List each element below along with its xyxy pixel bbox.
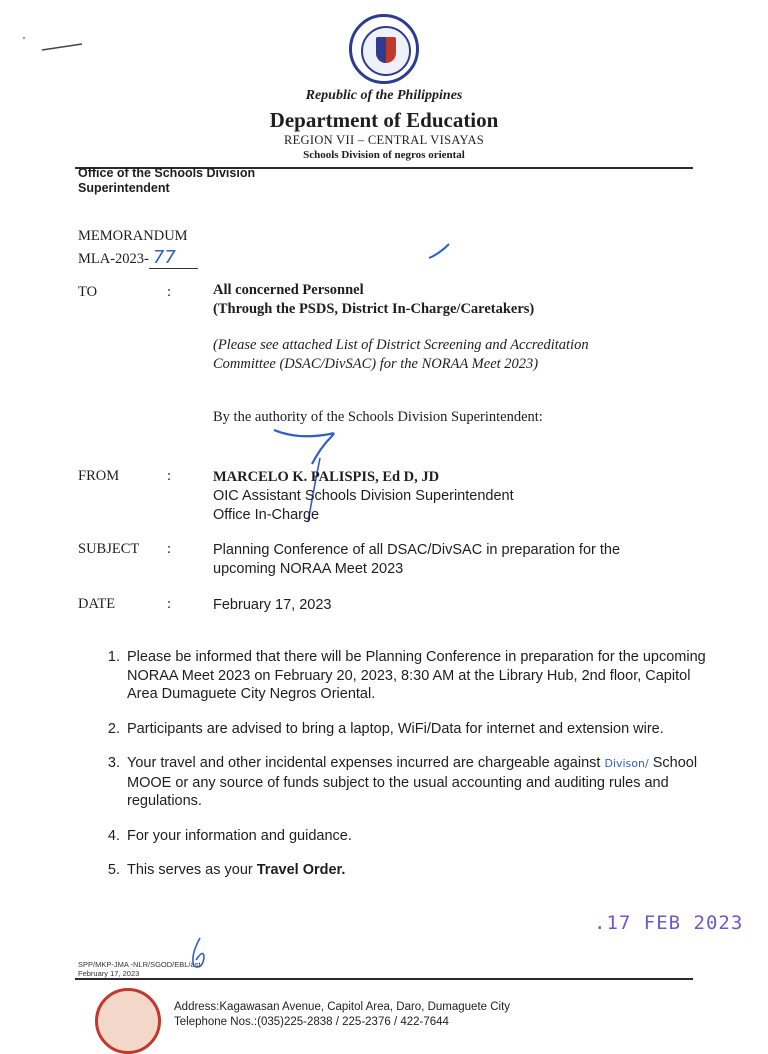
list-item: 4. For your information and guidance. — [124, 827, 724, 846]
footer-address: Address:Kagawasan Avenue, Capitol Area, Daro, Dumaguete City — [174, 1001, 511, 1013]
region-heading: REGION VII – CENTRAL VISAYAS — [283, 133, 485, 147]
footer-divider — [75, 978, 693, 980]
list-item: 1. Please be informed that there will be Planning Conference in preparation for the upcoming NORAA Meet 2023 on February 20, 2023, 8:30 AM at the Library Hub, 2nd floor, Capitol Area Dumaguete City Negros Oriental. — [124, 648, 724, 704]
division-heading: Schools Division of negros oriental — [303, 149, 465, 161]
subject-line-2: upcoming NORAA Meet 2023 — [213, 561, 404, 577]
division-logo — [95, 988, 161, 1054]
from-office: Office In-Charge — [213, 507, 320, 523]
department-heading: Department of Education — [269, 108, 499, 132]
memo-number: MLA-2023- 77 — [78, 247, 198, 268]
handwritten-note: Divison/ — [604, 757, 649, 770]
ink-mark — [425, 240, 455, 262]
list-item: 2. Participants are advised to bring a laptop, WiFi/Data for internet and extension wire. — [124, 720, 724, 739]
list-item: 3. Your travel and other incidental expenses incurred are chargeable against Divison/ School MOOE or any source of funds subject to the usual accounting and auditing rules and regulations. — [124, 754, 724, 811]
from-name: MARCELO K. PALISPIS, Ed D, JD — [213, 469, 440, 485]
subject-line-1: Planning Conference of all DSAC/DivSAC in preparation for the — [213, 542, 621, 558]
to-recipient-note: (Through the PSDS, District In-Charge/Caretakers) — [213, 301, 535, 317]
date-colon: : — [167, 596, 172, 612]
date-value: February 17, 2023 — [213, 597, 332, 613]
reference-code: SPP/MKP-JMA -NLR/SGOD/EBL/ast February 17, 2023 — [78, 960, 201, 978]
to-colon: : — [167, 284, 172, 300]
memo-label: MEMORANDUM — [78, 228, 188, 244]
memo-body-list — [100, 648, 724, 896]
to-attachment-note-2: Committee (DSAC/DivSAC) for the NORAA Meet 2023) — [213, 356, 539, 372]
memo-number-handwritten: 77 — [149, 247, 198, 269]
subject-colon: : — [167, 541, 172, 557]
scan-mark — [18, 28, 88, 58]
date-label: DATE — [78, 596, 116, 612]
subject-label: SUBJECT — [78, 541, 140, 557]
to-label: TO — [78, 284, 98, 300]
republic-heading: Republic of the Philippines — [305, 88, 463, 103]
office-label: Office of the Schools Division Superintendent — [78, 166, 256, 195]
list-item: 5. This serves as your Travel Order. — [124, 861, 724, 880]
to-recipient: All concerned Personnel — [213, 282, 364, 298]
date-stamp: .17 FEB 2023 — [594, 912, 744, 934]
from-label: FROM — [78, 468, 120, 484]
from-colon: : — [167, 468, 172, 484]
authority-line: By the authority of the Schools Division Superintendent: — [213, 409, 543, 425]
initials-mark — [186, 936, 210, 972]
to-attachment-note-1: (Please see attached List of District Screening and Accreditation — [213, 337, 589, 353]
footer-contact — [174, 1000, 510, 1030]
footer-telephone: Telephone Nos.:(035)225-2838 / 225-2376 / 422-7644 — [174, 1016, 449, 1028]
from-title: OIC Assistant Schools Division Superintendent — [213, 488, 514, 504]
deped-seal-logo — [349, 14, 419, 84]
